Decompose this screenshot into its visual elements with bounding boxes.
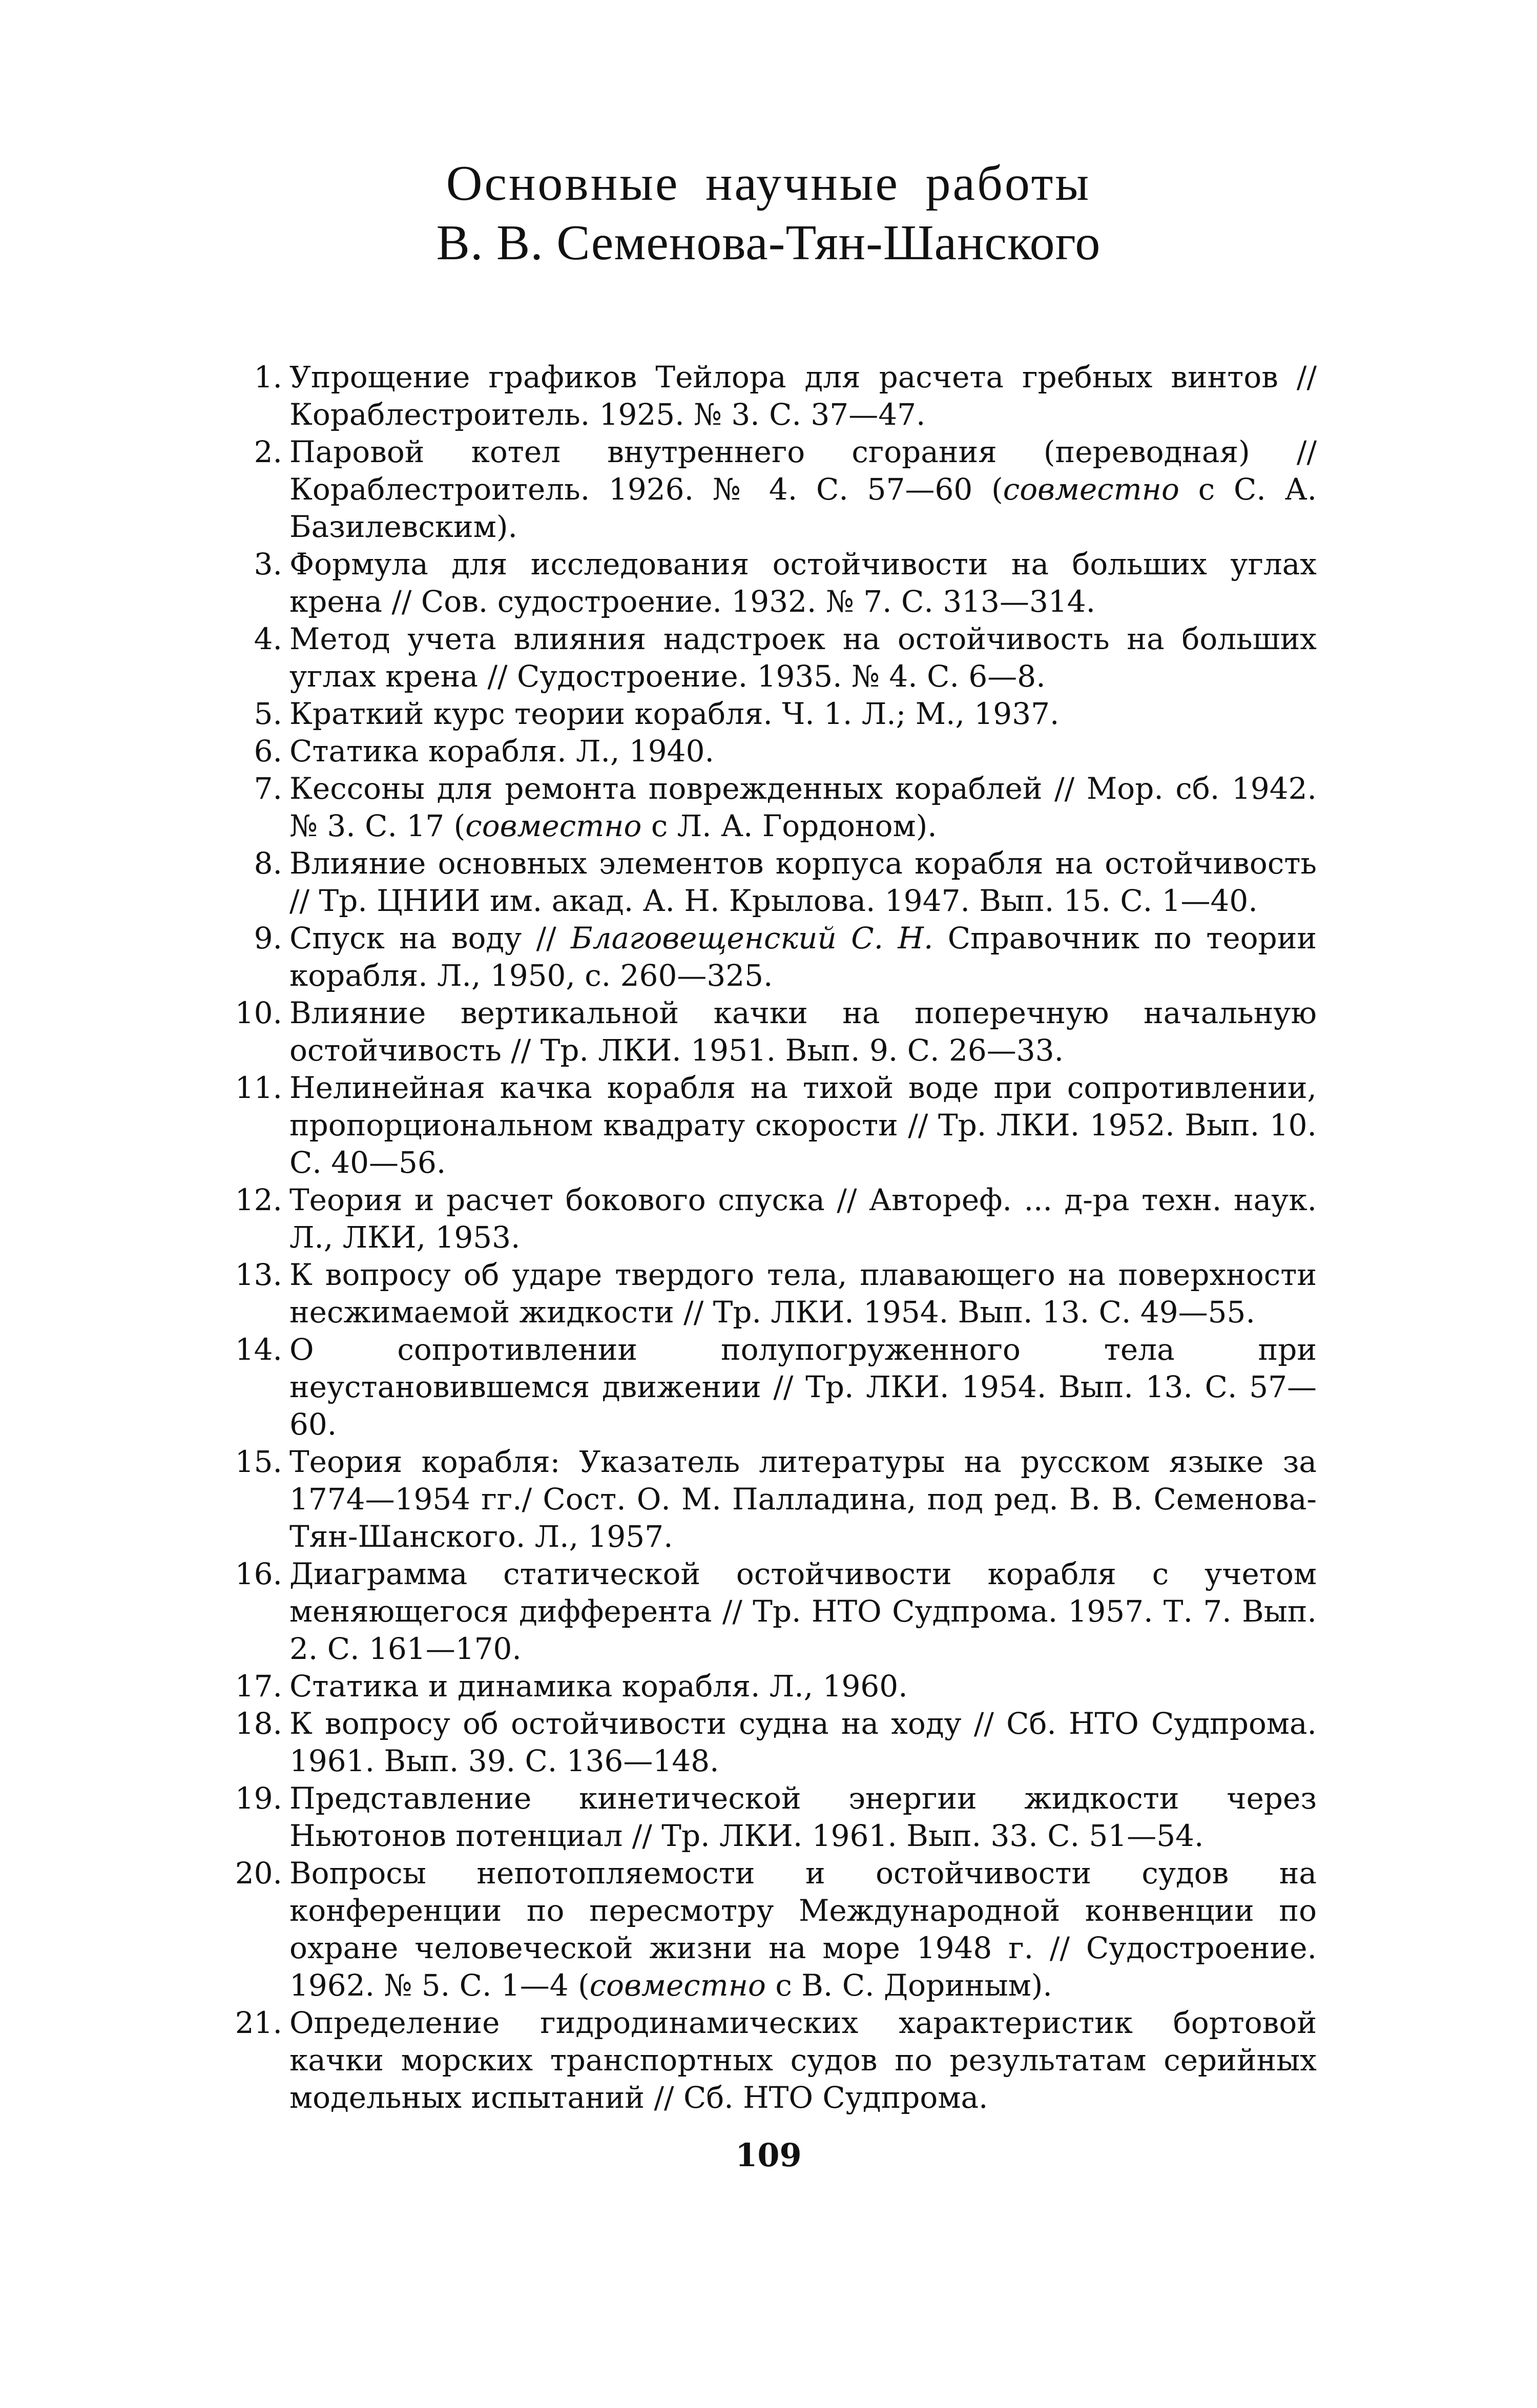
reference-item (225, 1668, 1317, 1705)
reference-text (289, 994, 1317, 1069)
reference-number: 6. (254, 734, 282, 769)
reference-main-text: Теория корабля: Указатель литературы на русском языке за 1774—1954 гг./ Сост. О. М. Палладина, под ред. В. В. Семенова-Тян-Шанского. Л., 1957. (289, 1444, 1317, 1554)
reference-text (289, 1705, 1317, 1780)
reference-text (289, 433, 1317, 546)
reference-item (225, 1855, 1317, 2004)
reference-text (289, 1069, 1317, 1181)
title-line-1: Основные научные работы (446, 156, 1091, 211)
reference-main-text: Краткий курс теории корабля. Ч. 1. Л.; М., 1937. (289, 696, 1060, 731)
reference-number: 17. (235, 1669, 282, 1704)
reference-list (225, 359, 1317, 2116)
reference-main-text: К вопросу об ударе твердого тела, плавающего на поверхности несжимаемой жидкости // Тр. ЛКИ. 1954. Вып. 13. С. 49—55. (289, 1257, 1317, 1330)
reference-item (225, 695, 1317, 733)
reference-tail-text: Справочник по теории корабля. Л., 1950, с. 260—325. (289, 921, 1317, 993)
reference-main-text: Определение гидродинамических характеристик бортовой качки морских транспортных судов по результатам серийных модельных испытаний // Сб. НТО Судпрома. (289, 2005, 1317, 2115)
reference-text (289, 695, 1317, 733)
reference-number: 20. (235, 1856, 282, 1891)
reference-number: 18. (235, 1706, 282, 1741)
page-number: 109 (735, 2136, 802, 2174)
reference-text (289, 1331, 1317, 1443)
reference-item (225, 1443, 1317, 1555)
reference-item (225, 1256, 1317, 1331)
reference-item (225, 845, 1317, 920)
reference-item (225, 920, 1317, 994)
reference-text (289, 1855, 1317, 2004)
reference-text (289, 733, 1317, 770)
reference-main-text: Кессоны для ремонта поврежденных кораблей // Мор. сб. 1942. № 3. С. 17 ( (289, 771, 1317, 843)
reference-main-text: Паровой котел внутреннего сгорания (переводная) // Кораблестроитель. 1926. № 4. С. 57—60 ( (289, 434, 1317, 507)
reference-item (225, 1705, 1317, 1780)
reference-tail-text: с Л. А. Гордоном). (641, 808, 937, 843)
reference-text (289, 770, 1317, 845)
reference-italic-note: Благовещенский С. Н. (571, 921, 933, 956)
reference-item (225, 1069, 1317, 1181)
reference-main-text: Теория и расчет бокового спуска // Автореф. ... д-ра техн. наук. Л., ЛКИ, 1953. (289, 1182, 1317, 1255)
reference-item (225, 620, 1317, 695)
reference-main-text: Спуск на воду // (289, 921, 571, 956)
reference-main-text: Диаграмма статической остойчивости корабля с учетом меняющегося дифферента // Тр. НТО Судпрома. 1957. Т. 7. Вып. 2. С. 161—170. (289, 1556, 1317, 1666)
reference-main-text: Формула для исследования остойчивости на больших углах крена // Сов. судостроение. 1932. № 7. С. 313—314. (289, 547, 1317, 619)
reference-number: 7. (254, 771, 282, 806)
reference-main-text: Нелинейная качка корабля на тихой воде при сопротивлении, пропорциональном квадрату скорости // Тр. ЛКИ. 1952. Вып. 10. С. 40—56. (289, 1070, 1317, 1180)
reference-main-text: О сопротивлении полупогруженного тела при неустановившемся движении // Тр. ЛКИ. 1954. Вып. 13. С. 57—60. (289, 1332, 1317, 1442)
reference-number: 9. (254, 921, 282, 956)
reference-number: 8. (254, 846, 282, 881)
reference-main-text: Статика и динамика корабля. Л., 1960. (289, 1669, 908, 1704)
reference-main-text: Представление кинетической энергии жидкости через Ньютонов потенциал // Тр. ЛКИ. 1961. Вып. 33. С. 51—54. (289, 1781, 1317, 1853)
reference-number: 14. (235, 1332, 282, 1367)
reference-text (289, 1555, 1317, 1668)
reference-text (289, 2004, 1317, 2116)
reference-number: 10. (235, 995, 282, 1030)
reference-main-text: Упрощение графиков Тейлора для расчета гребных винтов // Кораблестроитель. 1925. № 3. С. 37—47. (289, 360, 1317, 432)
reference-number: 13. (235, 1257, 282, 1292)
reference-number: 1. (254, 360, 282, 395)
reference-text (289, 920, 1317, 994)
reference-text (289, 845, 1317, 920)
reference-item (225, 1331, 1317, 1443)
reference-main-text: Вопросы непотопляемости и остойчивости судов на конференции по пересмотру Международной конвенции по охране человеческой жизни на море 1948 г. // Судостроение. 1962. № 5. С. 1—4 ( (289, 1856, 1317, 2003)
reference-item (225, 1181, 1317, 1256)
reference-item (225, 770, 1317, 845)
reference-number: 3. (254, 547, 282, 582)
reference-text (289, 1668, 1317, 1705)
reference-number: 16. (235, 1556, 282, 1591)
reference-item (225, 433, 1317, 546)
reference-main-text: К вопросу об остойчивости судна на ходу // Сб. НТО Судпрома. 1961. Вып. 39. С. 136—148. (289, 1706, 1317, 1778)
reference-main-text: Метод учета влияния надстроек на остойчивость на больших углах крена // Судостроение. 1935. № 4. С. 6—8. (289, 621, 1317, 694)
reference-item (225, 546, 1317, 620)
reference-text (289, 546, 1317, 620)
reference-item (225, 359, 1317, 433)
reference-item (225, 2004, 1317, 2116)
reference-text (289, 1181, 1317, 1256)
reference-tail-text: с В. С. Дориным). (765, 1968, 1052, 2003)
reference-item (225, 994, 1317, 1069)
reference-number: 21. (235, 2005, 282, 2040)
reference-item (225, 1555, 1317, 1668)
reference-main-text: Статика корабля. Л., 1940. (289, 734, 714, 769)
reference-italic-note: совместно (1003, 472, 1179, 507)
reference-number: 2. (254, 434, 282, 469)
page-title (0, 154, 1537, 273)
reference-number: 12. (235, 1182, 282, 1217)
reference-text (289, 1256, 1317, 1331)
reference-item (225, 733, 1317, 770)
title-line-2: В. В. Семенова-Тян-Шанского (436, 215, 1101, 271)
reference-text (289, 620, 1317, 695)
reference-number: 19. (235, 1781, 282, 1816)
reference-number: 5. (254, 696, 282, 731)
reference-main-text: Влияние вертикальной качки на поперечную начальную остойчивость // Тр. ЛКИ. 1951. Вып. 9. С. 26—33. (289, 995, 1317, 1068)
reference-italic-note: совместно (465, 808, 642, 843)
reference-italic-note: совместно (589, 1968, 766, 2003)
reference-number: 4. (254, 621, 282, 656)
reference-main-text: Влияние основных элементов корпуса корабля на остойчивость // Тр. ЦНИИ им. акад. А. Н. Крылова. 1947. Вып. 15. С. 1—40. (289, 846, 1317, 918)
reference-number: 11. (235, 1070, 282, 1105)
reference-number: 15. (235, 1444, 282, 1479)
reference-text (289, 1780, 1317, 1855)
reference-text (289, 1443, 1317, 1555)
reference-tail-text: с С. А. Базилевским). (289, 472, 1317, 544)
reference-text (289, 359, 1317, 433)
reference-item (225, 1780, 1317, 1855)
